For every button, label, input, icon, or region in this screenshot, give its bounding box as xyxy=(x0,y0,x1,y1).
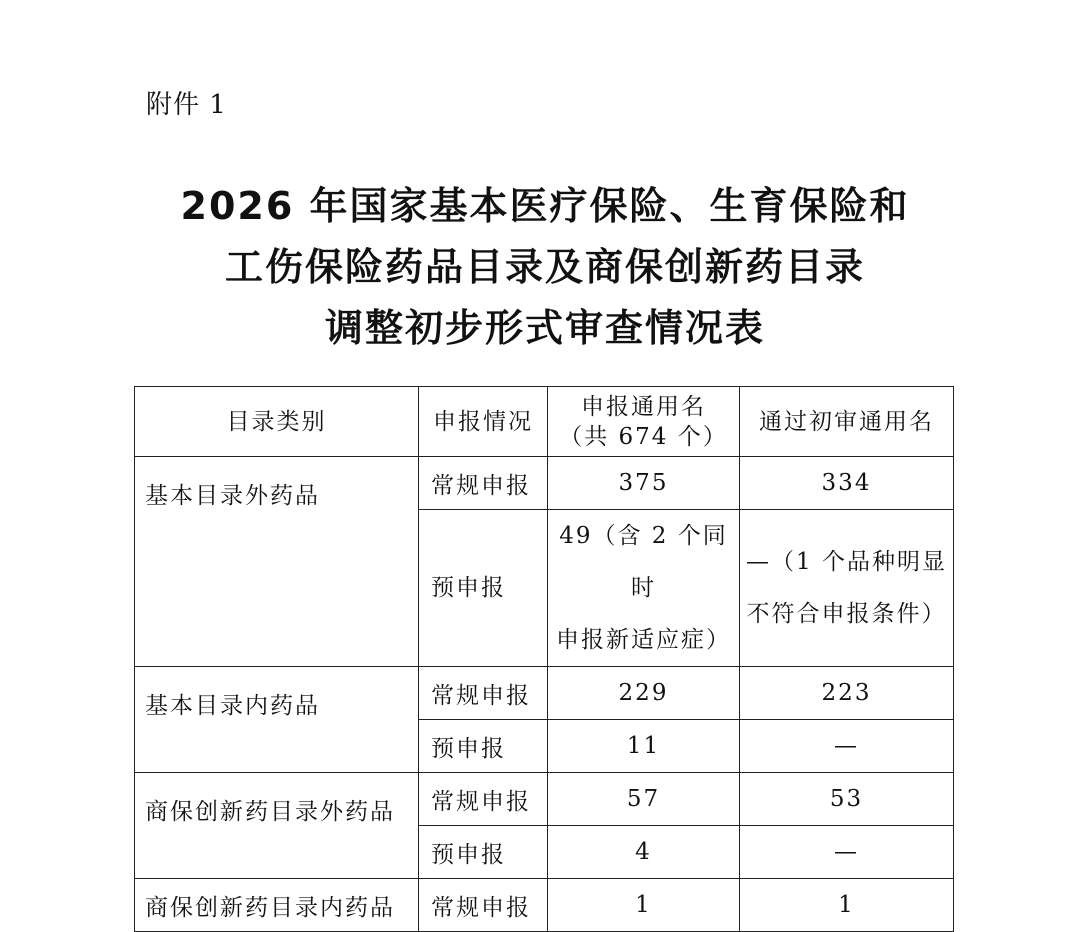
category-cell: 基本目录外药品 xyxy=(135,457,419,667)
table-row xyxy=(135,667,954,720)
declared-line-2: 申报新适应症） xyxy=(556,627,731,653)
passed-cell: — xyxy=(740,720,954,773)
document-title xyxy=(0,176,1080,359)
title-line-3: 调整初步形式审查情况表 xyxy=(324,306,765,350)
category-cell: 基本目录内药品 xyxy=(135,667,419,773)
passed-line-2: 不符合申报条件） xyxy=(746,601,947,627)
declared-cell xyxy=(548,510,740,667)
attachment-label: 附件 1 xyxy=(146,90,227,120)
type-cell: 常规申报 xyxy=(419,879,548,932)
type-cell: 常规申报 xyxy=(419,667,548,720)
table-row xyxy=(135,457,954,510)
review-table xyxy=(134,386,954,932)
declared-cell: 375 xyxy=(548,457,740,510)
title-line-1: 2026 年国家基本医疗保险、生育保险和 xyxy=(180,184,910,228)
header-declared-line-1: 申报通用名 xyxy=(581,393,706,420)
type-cell: 预申报 xyxy=(419,826,548,879)
passed-cell: 53 xyxy=(740,773,954,826)
table-row xyxy=(135,879,954,932)
declared-line-1: 49（含 2 个同时 xyxy=(559,523,728,601)
declared-cell: 229 xyxy=(548,667,740,720)
header-status: 申报情况 xyxy=(419,387,548,457)
header-declared-line-2: （共 674 个） xyxy=(559,423,728,450)
header-category: 目录类别 xyxy=(135,387,419,457)
type-cell: 预申报 xyxy=(419,510,548,667)
declared-cell: 4 xyxy=(548,826,740,879)
category-cell: 商保创新药目录内药品 xyxy=(135,879,419,932)
declared-cell: 57 xyxy=(548,773,740,826)
type-cell: 常规申报 xyxy=(419,773,548,826)
declared-cell: 11 xyxy=(548,720,740,773)
header-declared xyxy=(548,387,740,457)
passed-cell: — xyxy=(740,826,954,879)
title-line-2: 工伤保险药品目录及商保创新药目录 xyxy=(224,245,865,289)
type-cell: 常规申报 xyxy=(419,457,548,510)
table-row xyxy=(135,773,954,826)
passed-cell: 1 xyxy=(740,879,954,932)
category-cell: 商保创新药目录外药品 xyxy=(135,773,419,879)
passed-cell xyxy=(740,510,954,667)
header-passed: 通过初审通用名 xyxy=(740,387,954,457)
passed-cell: 334 xyxy=(740,457,954,510)
declared-cell: 1 xyxy=(548,879,740,932)
type-cell: 预申报 xyxy=(419,720,548,773)
table-header-row xyxy=(135,387,954,457)
passed-line-1: —（1 个品种明显 xyxy=(746,549,947,575)
passed-cell: 223 xyxy=(740,667,954,720)
